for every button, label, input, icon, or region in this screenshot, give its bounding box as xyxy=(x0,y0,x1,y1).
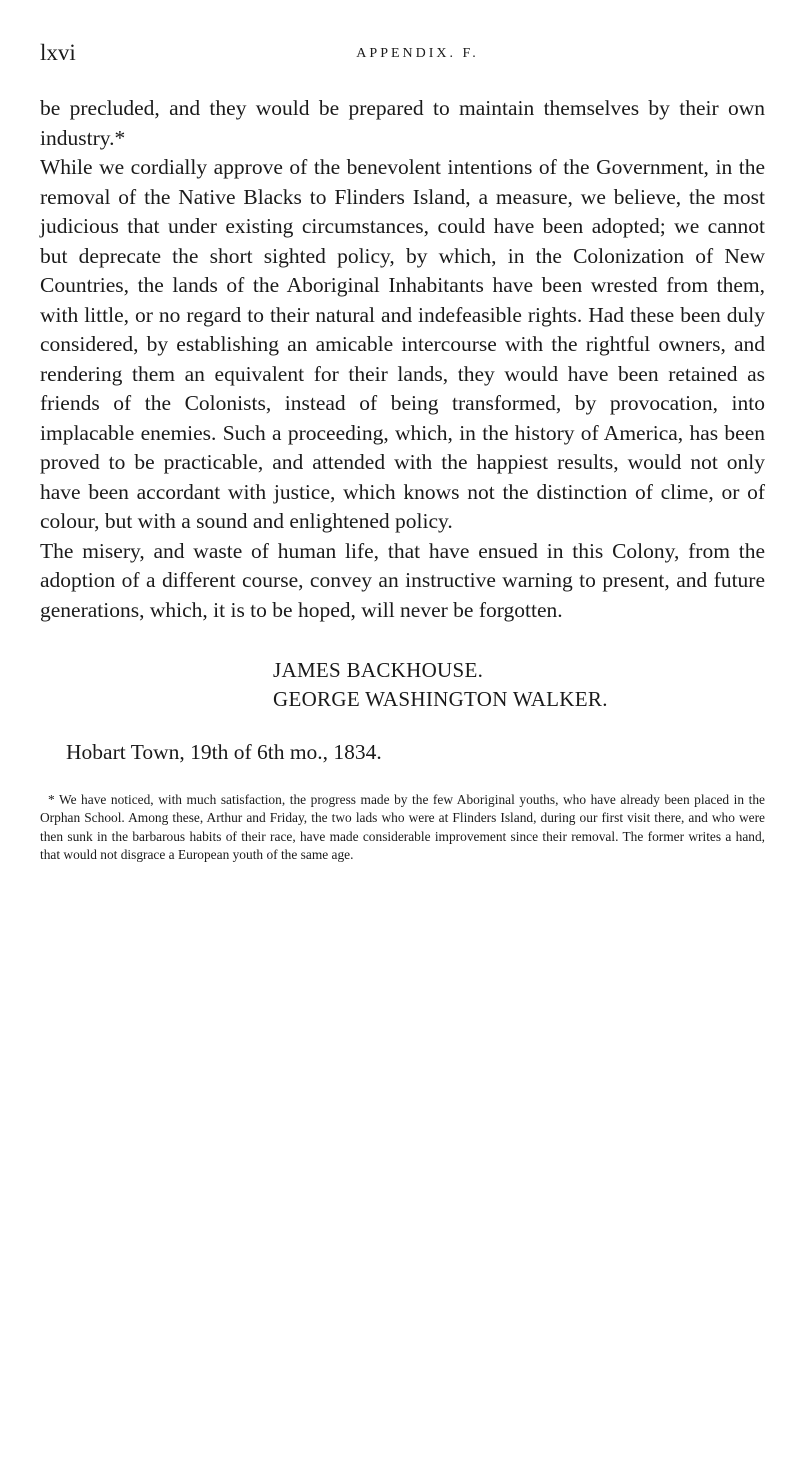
running-head: APPENDIX. F. xyxy=(356,46,479,61)
page-number: lxvi xyxy=(40,40,76,65)
signature-block xyxy=(40,656,765,714)
footnote xyxy=(40,791,765,864)
page-header xyxy=(40,38,765,70)
book-page xyxy=(40,38,765,864)
signature-james-backhouse: JAMES BACKHOUSE. xyxy=(273,658,484,682)
footnote-text: * We have noticed, with much satisfaction, the progress made by the few Aboriginal youths, who have already been placed in the Orphan School. Among these, Arthur and Friday, the two lads who were at Flinders Island, during our first visit there, and who were then sunk in the barbarous habits of their race, have made considerable improvement since their removal. The former writes a hand, that would not disgrace a European youth of the same age. xyxy=(40,792,765,862)
body-text xyxy=(40,94,765,625)
dateline: Hobart Town, 19th of 6th mo., 1834. xyxy=(66,740,382,764)
paragraph-misery-warning: The misery, and waste of human life, that have ensued in this Colony, from the adoption of a different course, convey an instructive warning to present, and future generations, which, it is to be hoped, will never be forgotten. xyxy=(40,538,765,622)
paragraph-government-policy: While we cordially approve of the benevolent intentions of the Government, in the removal of the Native Blacks to Flinders Island, a measure, we believe, the most judicious that under existing circumstances, could have been adopted; we cannot but deprecate the short sighted policy, by which, in the Colonization of New Countries, the lands of the Aboriginal Inhabitants have been wrested from them, with little, or no regard to their natural and indefeasible rights. Had these been duly considered, by establishing an amicable intercourse with the rightful owners, and rendering them an equivalent for their lands, they would have been retained as friends of the Colonists, instead of being transformed, by provocation, into implacable enemies. Such a proceeding, which, in the history of America, has been proved to be practicable, and attended with the happiest results, would not only have been accordant with justice, which knows not the distinction of clime, or of colour, but with a sound and enlightened policy. xyxy=(40,155,765,533)
signature-george-washington-walker: GEORGE WASHINGTON WALKER. xyxy=(273,687,608,711)
paragraph-continuation: be precluded, and they would be prepared to maintain themselves by their own industry.* xyxy=(40,96,765,150)
